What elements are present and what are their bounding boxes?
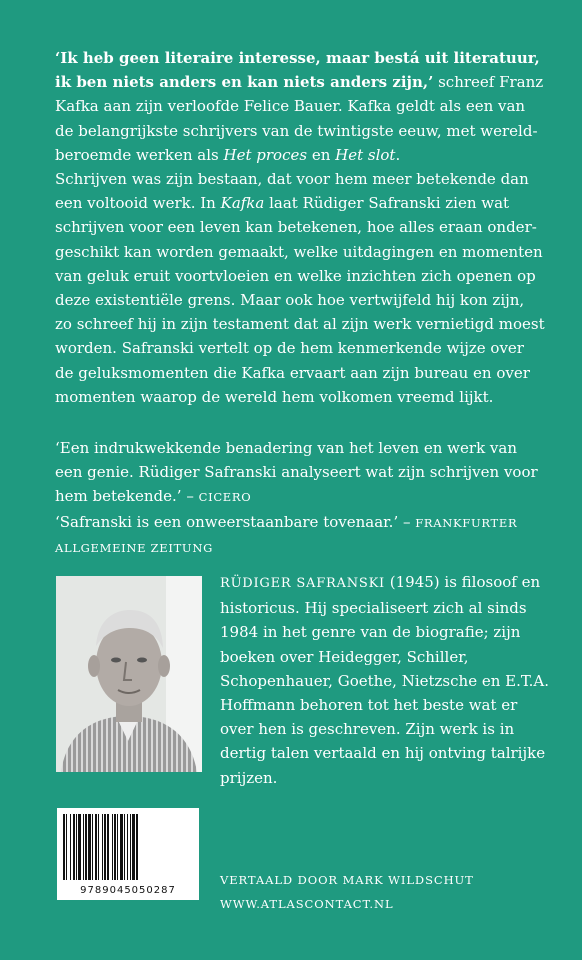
- kafka-quote-line-2: ik ben niets anders en kan niets anders zijn,’: [55, 73, 434, 92]
- barcode: [57, 808, 199, 900]
- para2-text-b: laat Rüdiger Safranski zien wat schrijven voor een leven kan betekenen, hoe alles eraan ondergeschikt kan worden gemaakt, welke uitdagingen en momenten van geluk eruit voortvloeien en welke inzichten zich openen op deze existentiële grens. Maar ook hoe vertwijfeld hij kon zijn, zo schreef hij in zijn testament dat al zijn werk vernietigd moest worden. Safranski vertelt op de hem kenmerkende wijze over de geluksmomenten die Kafka ervaart aan zijn bureau en over momenten waarop de wereld hem volkomen vreemd lijkt.: [55, 194, 545, 406]
- review-source: FRANKFURTER ALLGEMEINE ZEITUNG: [55, 515, 518, 555]
- intro-paragraph: [55, 46, 545, 167]
- barcode-bar: [112, 814, 113, 880]
- review-quotes: [55, 436, 545, 560]
- barcode-bar: [95, 814, 97, 880]
- intro-text: schreef Franz Kafka aan zijn verloofde Felice Bauer. Kafka geldt als een van de belangrijkste schrijvers van de twintigste eeuw, met wereldberoemde werken als: [55, 73, 544, 164]
- barcode-bar: [104, 814, 106, 880]
- barcode-bar: [124, 814, 125, 880]
- barcode-bar: [98, 814, 99, 880]
- bio-body: (1945) is filosoof en historicus. Hij specialiseert zich al sinds 1984 in het genre van de biografie; zijn boeken over Heidegger, Schiller, Schopenhauer, Goethe, Nietzsche en E.T.A. Hoffmann behoren tot het beste wat er over hen is geschreven. Zijn werk is in dertig talen vertaald en hij ontving talrijke prijzen.: [220, 573, 550, 787]
- book-title: Kafka: [220, 194, 265, 213]
- review-quote-cicero: [55, 436, 545, 510]
- review-text: ‘Een indrukwekkende benadering van het leven en werk van een genie. Rüdiger Safranski analyseert wat zijn schrijven voor hem betekende.’ –: [55, 439, 538, 506]
- barcode-bar: [73, 814, 75, 880]
- barcode-bar: [76, 814, 77, 880]
- barcode-bar: [127, 814, 128, 880]
- barcode-bar: [102, 814, 103, 880]
- barcode-bar: [88, 814, 91, 880]
- second-paragraph: [55, 167, 545, 409]
- kafka-quote-line-1: ‘Ik heb geen literaire interesse, maar bestá uit literatuur,: [55, 49, 540, 67]
- barcode-bar: [117, 814, 118, 880]
- period: .: [395, 145, 401, 164]
- barcode-bar: [70, 814, 71, 880]
- barcode-bar: [66, 814, 67, 880]
- barcode-bar: [132, 814, 135, 880]
- title-het-proces: Het proces: [223, 145, 308, 164]
- barcode-bar: [130, 814, 131, 880]
- credits: [220, 868, 474, 916]
- barcode-bar: [107, 814, 109, 880]
- author-name: RÜDIGER SAFRANSKI: [220, 576, 385, 591]
- barcode-bar: [114, 814, 116, 880]
- review-source: CICERO: [198, 490, 252, 505]
- review-quote-faz: [55, 510, 545, 560]
- barcode-bars: [57, 808, 199, 884]
- author-portrait-illustration: [56, 576, 202, 772]
- author-bio-text: [220, 570, 550, 790]
- barcode-bar: [85, 814, 87, 880]
- translator-credit: VERTAALD DOOR MARK WILDSCHUT: [220, 873, 474, 887]
- author-bio: [220, 570, 550, 790]
- title-het-slot: Het slot: [335, 145, 396, 164]
- back-cover-blurb: [55, 46, 545, 409]
- barcode-bar: [63, 814, 65, 880]
- conjunction: en: [307, 145, 336, 164]
- barcode-bar: [136, 814, 138, 880]
- barcode-bar: [83, 814, 84, 880]
- barcode-bar: [92, 814, 93, 880]
- isbn-number: 9789045050287: [80, 885, 176, 896]
- publisher-website: WWW.ATLASCONTACT.NL: [220, 897, 394, 911]
- review-text: ‘Safranski is een onweerstaanbare tovenaar.’ –: [55, 512, 416, 531]
- barcode-bar: [78, 814, 81, 880]
- barcode-bar: [120, 814, 123, 880]
- para2-text-a: Schrijven was zijn bestaan, dat voor hem meer betekende dan een voltooid werk. In: [55, 170, 529, 213]
- author-photo: [56, 576, 202, 772]
